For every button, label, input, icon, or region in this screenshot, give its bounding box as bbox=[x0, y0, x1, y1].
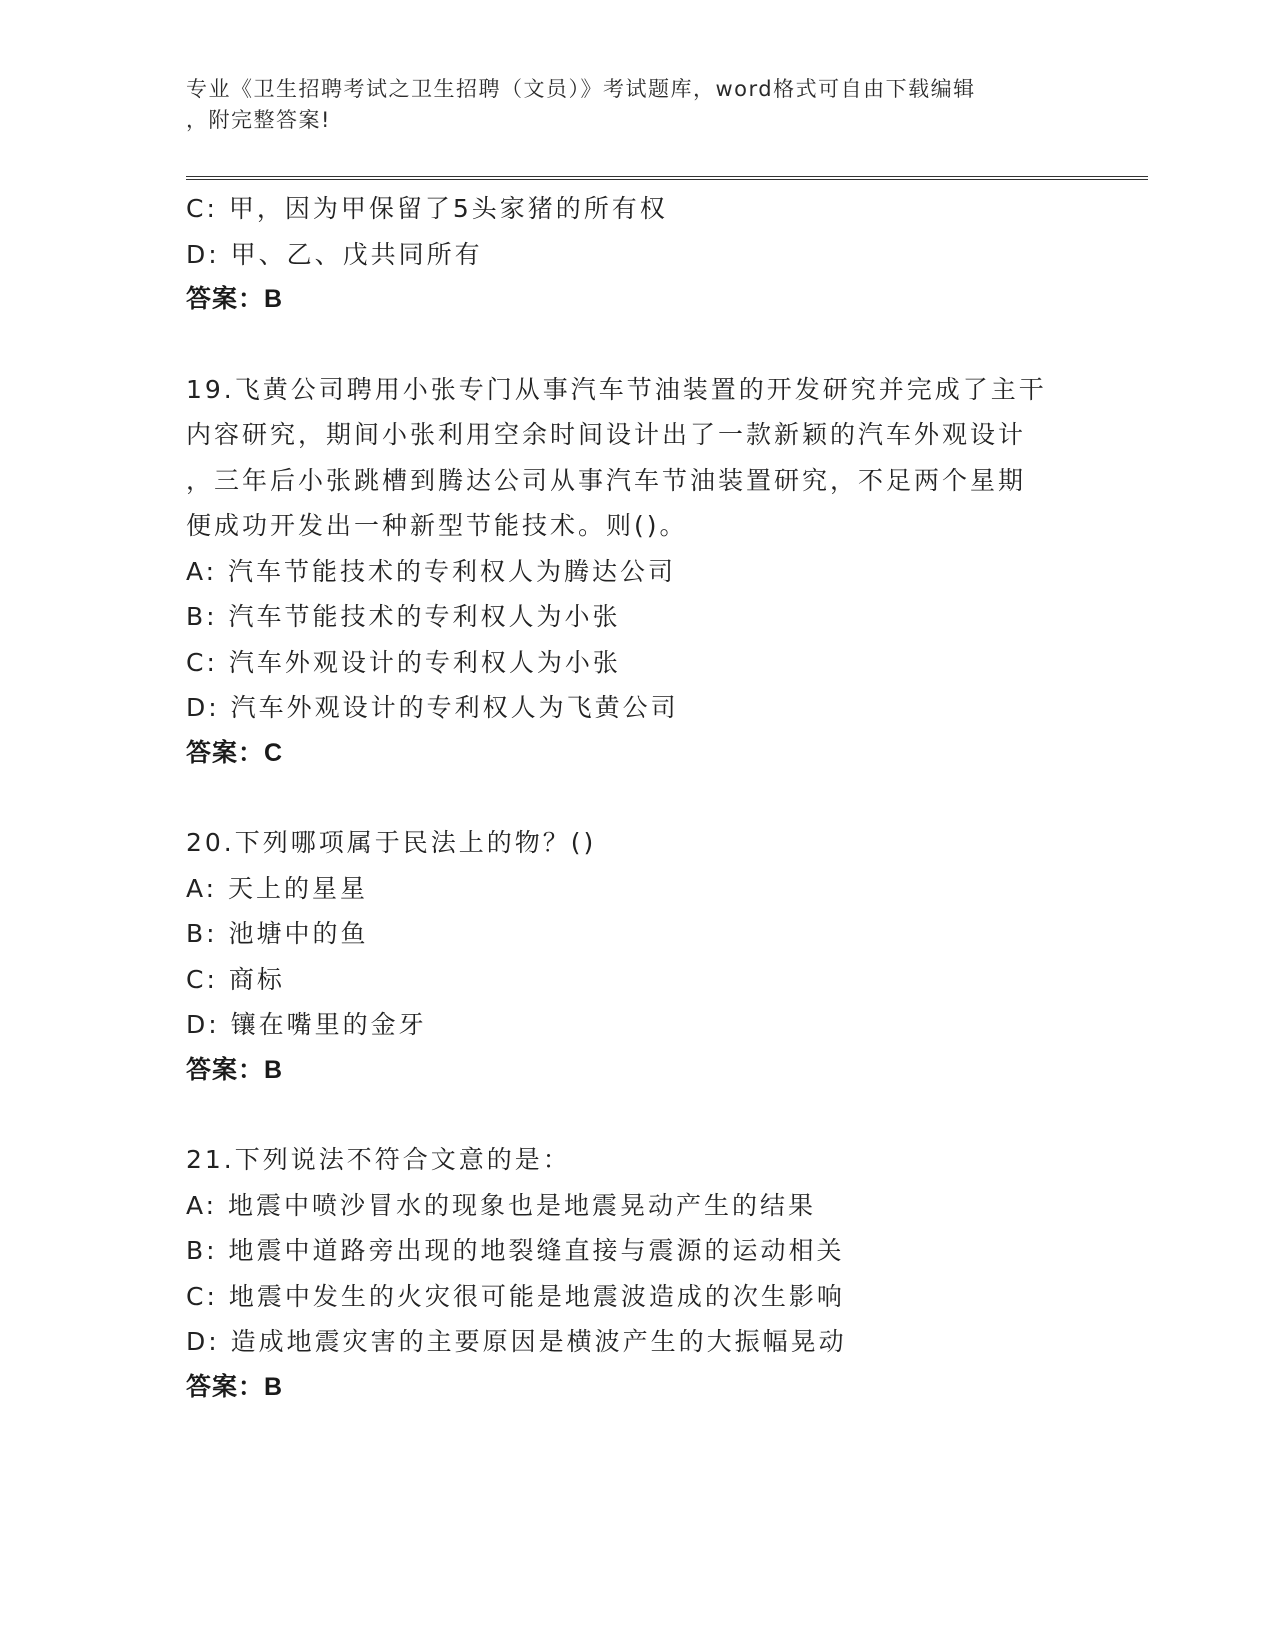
question-stem: 20.下列哪项属于民法上的物？() bbox=[186, 828, 597, 857]
option-d: D: 镶在嘴里的金牙 bbox=[186, 1010, 427, 1039]
option-a: A: 天上的星星 bbox=[186, 873, 369, 903]
spacer bbox=[186, 776, 1086, 820]
option-c: C: 汽车外观设计的专利权人为小张 bbox=[186, 647, 621, 677]
option-b: B: 池塘中的鱼 bbox=[186, 919, 369, 948]
question-stem-line: 便成功开发出一种新型节能技术。则()。 bbox=[186, 511, 688, 540]
question-21 bbox=[186, 1137, 1086, 1410]
option-d: D: 造成地震灾害的主要原因是横波产生的大振幅晃动 bbox=[186, 1327, 847, 1356]
option-b: B: 地震中道路旁出现的地裂缝直接与震源的运动相关 bbox=[186, 1236, 845, 1265]
option-c: C: 甲，因为甲保留了5头家猪的所有权 bbox=[186, 194, 668, 223]
option-a: A: 汽车节能技术的专利权人为腾达公司 bbox=[186, 556, 677, 586]
answer-line: 答案：B bbox=[186, 285, 284, 313]
question-20 bbox=[186, 820, 1086, 1093]
option-d: D: 汽车外观设计的专利权人为飞黄公司 bbox=[186, 693, 679, 722]
answer-line: 答案：B bbox=[186, 1055, 284, 1084]
option-a: A: 地震中喷沙冒水的现象也是地震晃动产生的结果 bbox=[186, 1190, 817, 1220]
header-divider bbox=[186, 176, 1148, 180]
answer-line: 答案：B bbox=[186, 1372, 284, 1401]
question-stem: 21.下列说法不符合文意的是： bbox=[186, 1145, 571, 1174]
header-line-2: ，附完整答案! bbox=[186, 108, 331, 132]
spacer bbox=[186, 323, 1086, 367]
spacer bbox=[186, 1093, 1086, 1137]
question-stem-line: 内容研究，期间小张利用空余时间设计出了一款新颖的汽车外观设计 bbox=[186, 420, 1027, 449]
option-b: B: 汽车节能技术的专利权人为小张 bbox=[186, 602, 621, 631]
question-stem-line: ，三年后小张跳槽到腾达公司从事汽车节油装置研究，不足两个星期 bbox=[186, 465, 1027, 495]
option-d: D: 甲、乙、戊共同所有 bbox=[186, 239, 483, 269]
header-line-1: 专业《卫生招聘考试之卫生招聘（文员）》考试题库，word格式可自由下载编辑 bbox=[186, 77, 976, 101]
option-c: C: 地震中发生的火灾很可能是地震波造成的次生影响 bbox=[186, 1281, 845, 1311]
question-content bbox=[186, 186, 1086, 1410]
question-19 bbox=[186, 367, 1086, 777]
answer-line: 答案：C bbox=[186, 738, 284, 767]
question-18-continuation bbox=[186, 186, 1086, 323]
option-c: C: 商标 bbox=[186, 964, 285, 994]
question-stem-line: 19.飞黄公司聘用小张专门从事汽车节油装置的开发研究并完成了主干 bbox=[186, 374, 1047, 404]
page-header bbox=[186, 74, 1066, 136]
